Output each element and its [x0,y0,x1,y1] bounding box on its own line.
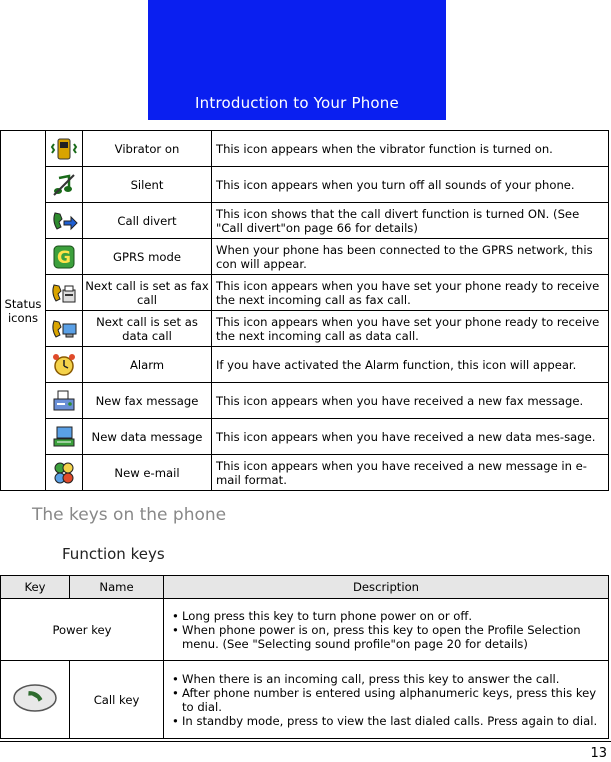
table-row [1,599,609,661]
list-item: • Long press this key to turn phone power on or off. [182,609,604,623]
row-description: If you have activated the Alarm function, this icon will appear. [212,347,609,383]
row-name: Next call is set as data call [83,311,212,347]
new-data-icon [49,424,79,450]
silent-icon [49,172,79,198]
row-name: Silent [83,167,212,203]
call-key-bullets [168,672,604,728]
row-name: Alarm [83,347,212,383]
table-row [1,383,609,419]
new-email-icon [49,460,79,486]
fax-call-icon [49,280,79,306]
vibrator-icon [49,136,79,162]
table-row [1,347,609,383]
row-name: Next call is set as fax call [83,275,212,311]
call-key-label: Call key [70,661,164,739]
row-description: This icon appears when you turn off all sounds of your phone. [212,167,609,203]
list-item: • After phone number is entered using alphanumeric keys, press this key to dial. [182,686,604,714]
power-key-label: Power key [1,599,164,661]
table-row [1,661,609,739]
row-name: New fax message [83,383,212,419]
call-divert-icon [49,208,79,234]
row-name: Call divert [83,203,212,239]
chapter-title: Introduction to Your Phone [195,94,399,112]
table-row [1,455,609,491]
row-description: This icon appears when you have set your phone ready to receive the next incoming call as fax call. [212,275,609,311]
status-icons-table [0,130,609,491]
row-description: This icon appears when the vibrator function is turned on. [212,131,609,167]
new-fax-icon [49,388,79,414]
header-name: Name [70,576,164,599]
row-description: This icon appears when you have received a new fax message. [212,383,609,419]
table-row [1,131,609,167]
gprs-icon [49,244,79,270]
power-key-bullets [168,609,604,651]
row-description: This icon shows that the call divert function is turned ON. (See "Call divert"on page 66 for details) [212,203,609,239]
header-description: Description [164,576,609,599]
subsection-title: Function keys [62,545,165,563]
row-description: This icon appears when you have received a new data mes-sage. [212,419,609,455]
chapter-header [148,0,446,120]
section-title: The keys on the phone [32,505,227,525]
footer-divider [0,741,611,742]
row-description: This icon appears when you have set your phone ready to receive the next incoming call as data call. [212,311,609,347]
alarm-icon [49,352,79,378]
row-name: GPRS mode [83,239,212,275]
table-row [1,203,609,239]
list-item: • In standby mode, press to view the last dialed calls. Press again to dial. [182,714,604,728]
page-number: 13 [590,746,607,761]
row-name: Vibrator on [83,131,212,167]
call-key-icon [12,683,58,713]
list-item: • When phone power is on, press this key to open the Profile Selection menu. (See "Selecting sound profile"on page 20 for details) [182,623,604,651]
data-call-icon [49,316,79,342]
table-row [1,167,609,203]
function-keys-table [0,575,609,739]
table-row [1,275,609,311]
table-row [1,239,609,275]
row-description: When your phone has been connected to the GPRS network, this con will appear. [212,239,609,275]
row-name: New e-mail [83,455,212,491]
status-icons-category: Status icons [1,131,46,491]
row-name: New data message [83,419,212,455]
row-description: This icon appears when you have received a new message in e-mail format. [212,455,609,491]
table-row [1,311,609,347]
svg-text:G: G [57,247,71,268]
list-item: • When there is an incoming call, press this key to answer the call. [182,672,604,686]
header-key: Key [1,576,70,599]
table-row [1,419,609,455]
